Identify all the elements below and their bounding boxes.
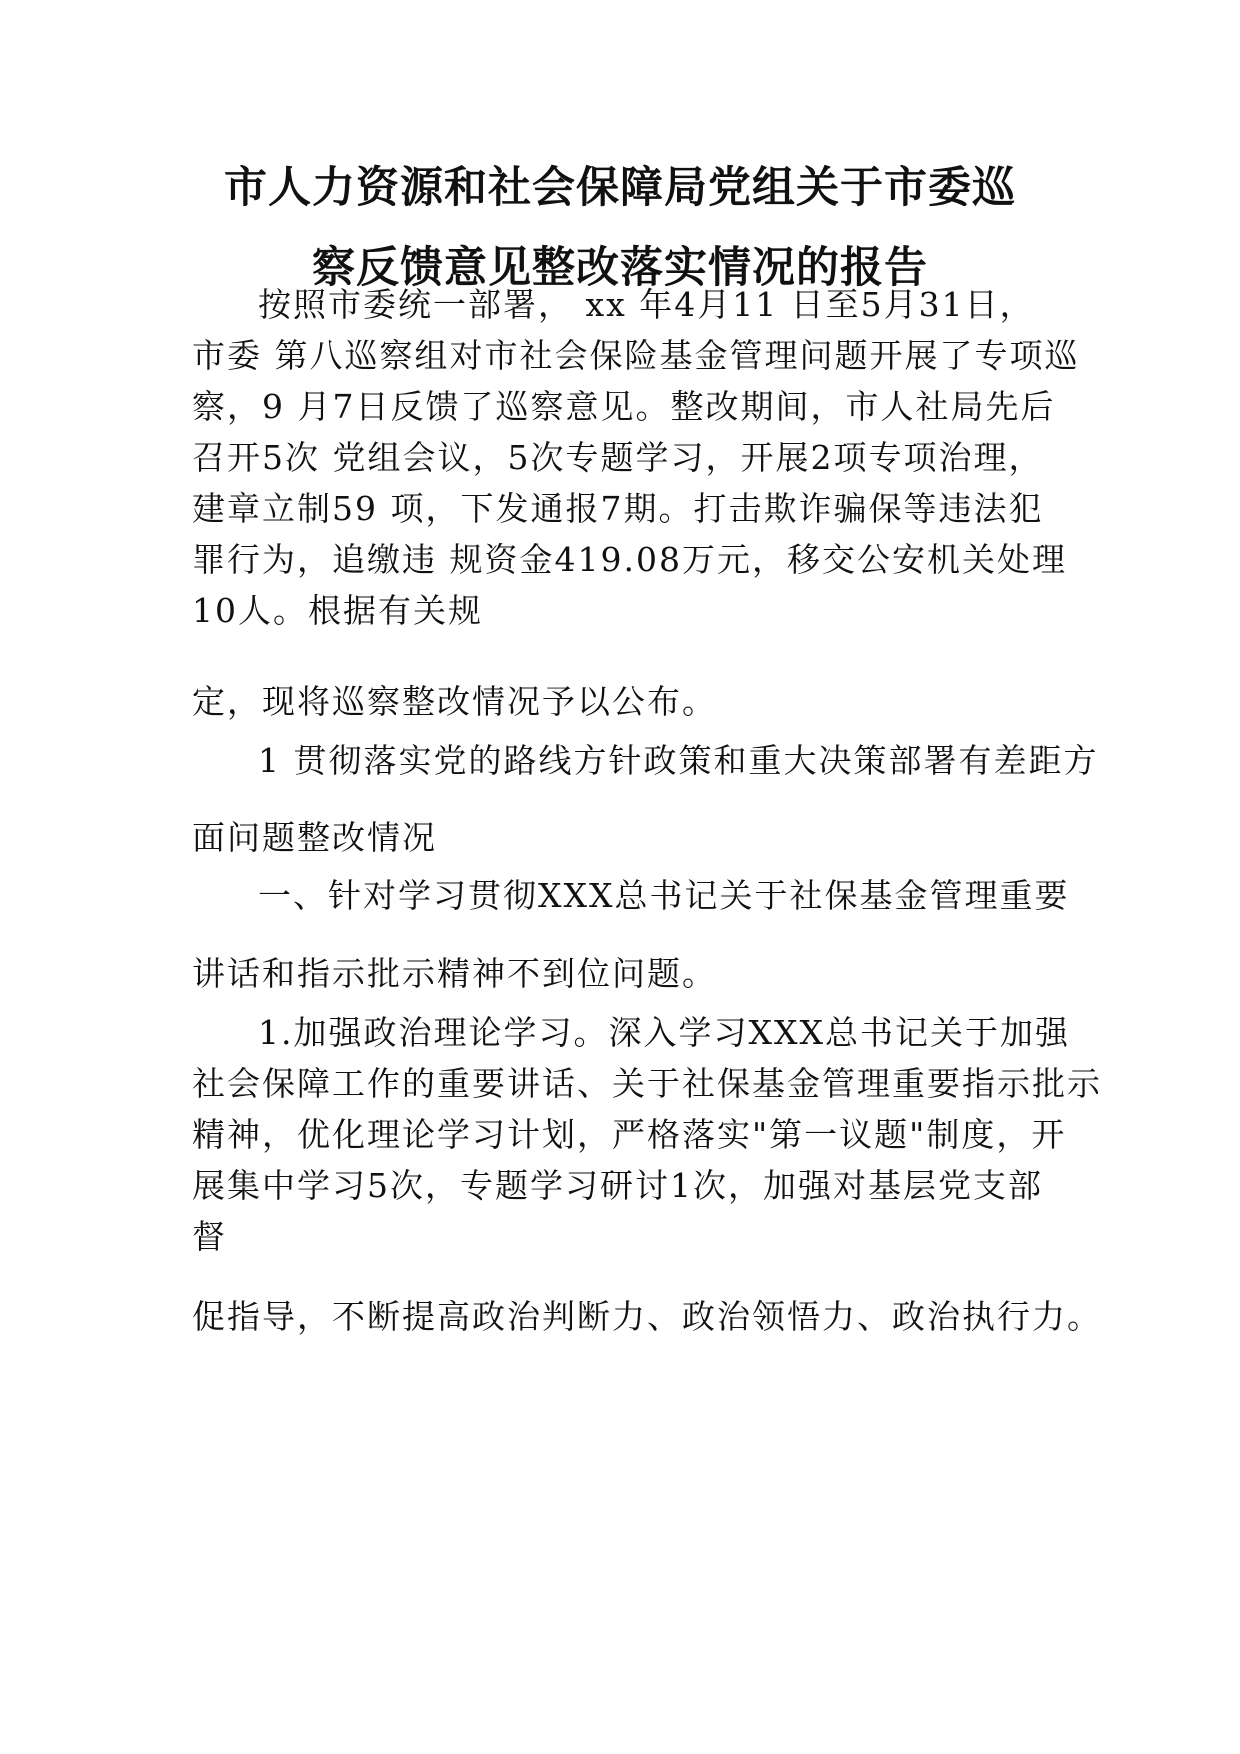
paragraph-line: 按照市委统一部署， xx 年4月11 日至5月31日， <box>258 285 1035 324</box>
section-heading-1-tail <box>192 812 1052 863</box>
subsection-heading-line: 讲话和指示批示精神不到位问题。 <box>192 954 717 993</box>
paragraph-line: 10人。根据有关规 <box>192 591 483 630</box>
item-1-paragraph <box>192 1007 1102 1262</box>
paragraph-line: 罪行为，追缴违 规资金419.08万元，移交公安机关处理 <box>192 540 1067 579</box>
section-heading-line: 面问题整改情况 <box>192 818 437 857</box>
document-title-line-2: 察反馈意见整改落实情况的报告 <box>312 243 928 293</box>
paragraph-line: 促指导，不断提高政治判断力、政治领悟力、政治执行力。 <box>192 1297 1102 1336</box>
paragraph-line: 定，现将巡察整改情况予以公布。 <box>192 682 717 721</box>
paragraph-line: 督 <box>192 1217 227 1256</box>
item-1-paragraph-tail <box>192 1291 1102 1342</box>
paragraph-line: 建章立制59 项，下发通报7期。打击欺诈骗保等违法犯 <box>192 489 1044 528</box>
section-heading-line: 1 贯彻落实党的路线方针政策和重大决策部署有差距方 <box>258 741 1099 780</box>
paragraph-line: 社会保障工作的重要讲话、关于社保基金管理重要指示批示 <box>192 1064 1102 1103</box>
paragraph-line: 1.加强政治理论学习。深入学习XXX总书记关于加强 <box>258 1013 1070 1052</box>
section-heading-1 <box>192 735 1099 786</box>
subsection-heading-1 <box>192 870 1070 921</box>
paragraph-line: 精神，优化理论学习计划，严格落实"第一议题"制度，开 <box>192 1115 1067 1154</box>
intro-paragraph <box>192 279 1080 636</box>
subsection-heading-line: 一、针对学习贯彻XXX总书记关于社保基金管理重要 <box>258 876 1070 915</box>
paragraph-line: 察，9 月7日反馈了巡察意见。整改期间，市人社局先后 <box>192 387 1056 426</box>
paragraph-line: 召开5次 党组会议，5次专题学习，开展2项专项治理， <box>192 438 1044 477</box>
paragraph-line: 展集中学习5次，专题学习研讨1次，加强对基层党支部 <box>192 1166 1043 1205</box>
document-title-line-1: 市人力资源和社会保障局党组关于市委巡 <box>224 163 1016 213</box>
subsection-heading-1-tail <box>192 948 1052 999</box>
paragraph-line: 市委 第八巡察组对市社会保险基金管理问题开展了专项巡 <box>192 336 1080 375</box>
intro-paragraph-tail <box>192 676 1052 727</box>
